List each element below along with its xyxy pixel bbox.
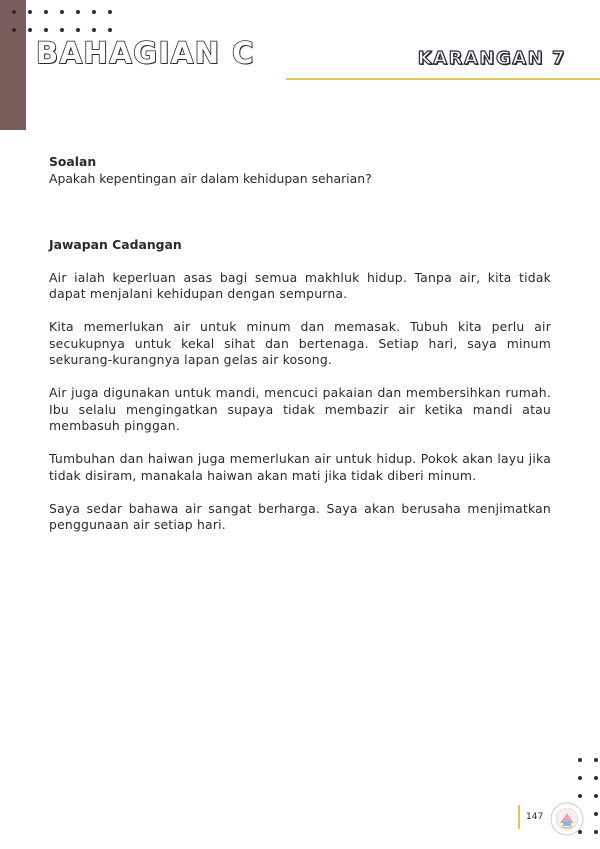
title-underline — [286, 78, 600, 80]
answer-paragraph-1: Air ialah keperluan asas bagi semua makhluk hidup. Tanpa air, kita tidak dapat menjalani kehidupan dengan sempurna. — [49, 269, 551, 301]
question-label: Soalan — [49, 154, 97, 169]
decorative-dots-top — [12, 8, 122, 38]
page-number-divider — [518, 805, 520, 829]
essay-content — [49, 154, 551, 550]
answer-paragraph-2: Kita memerlukan air untuk minum dan memasak. Tubuh kita perlu air secukupnya untuk kekal sihat dan bertenaga. Setiap hari, saya minum sekurang-kurangnya lapan gelas air kosong. — [49, 319, 551, 367]
section-title: BAHAGIAN C — [36, 36, 255, 70]
essay-number: KARANGAN 7 — [417, 48, 566, 69]
answer-paragraph-3: Air juga digunakan untuk mandi, mencuci pakaian dan membersihkan rumah. Ibu selalu mengingatkan supaya tidak membazir air ketika mandi atau membasuh pinggan. — [49, 385, 551, 433]
answer-label: Jawapan Cadangan — [49, 237, 182, 252]
answer-paragraph-5: Saya sedar bahawa air sangat berharga. Saya akan berusaha menjimatkan penggunaan air setiap hari. — [49, 500, 551, 532]
question-text: Apakah kepentingan air dalam kehidupan seharian? — [49, 170, 372, 186]
answer-paragraph-4: Tumbuhan dan haiwan juga memerlukan air untuk hidup. Pokok akan layu jika tidak disiram, manakala haiwan akan mati jika tidak diberi minum. — [49, 451, 551, 483]
school-logo-icon — [549, 801, 585, 837]
page-number: 147 — [526, 812, 544, 822]
